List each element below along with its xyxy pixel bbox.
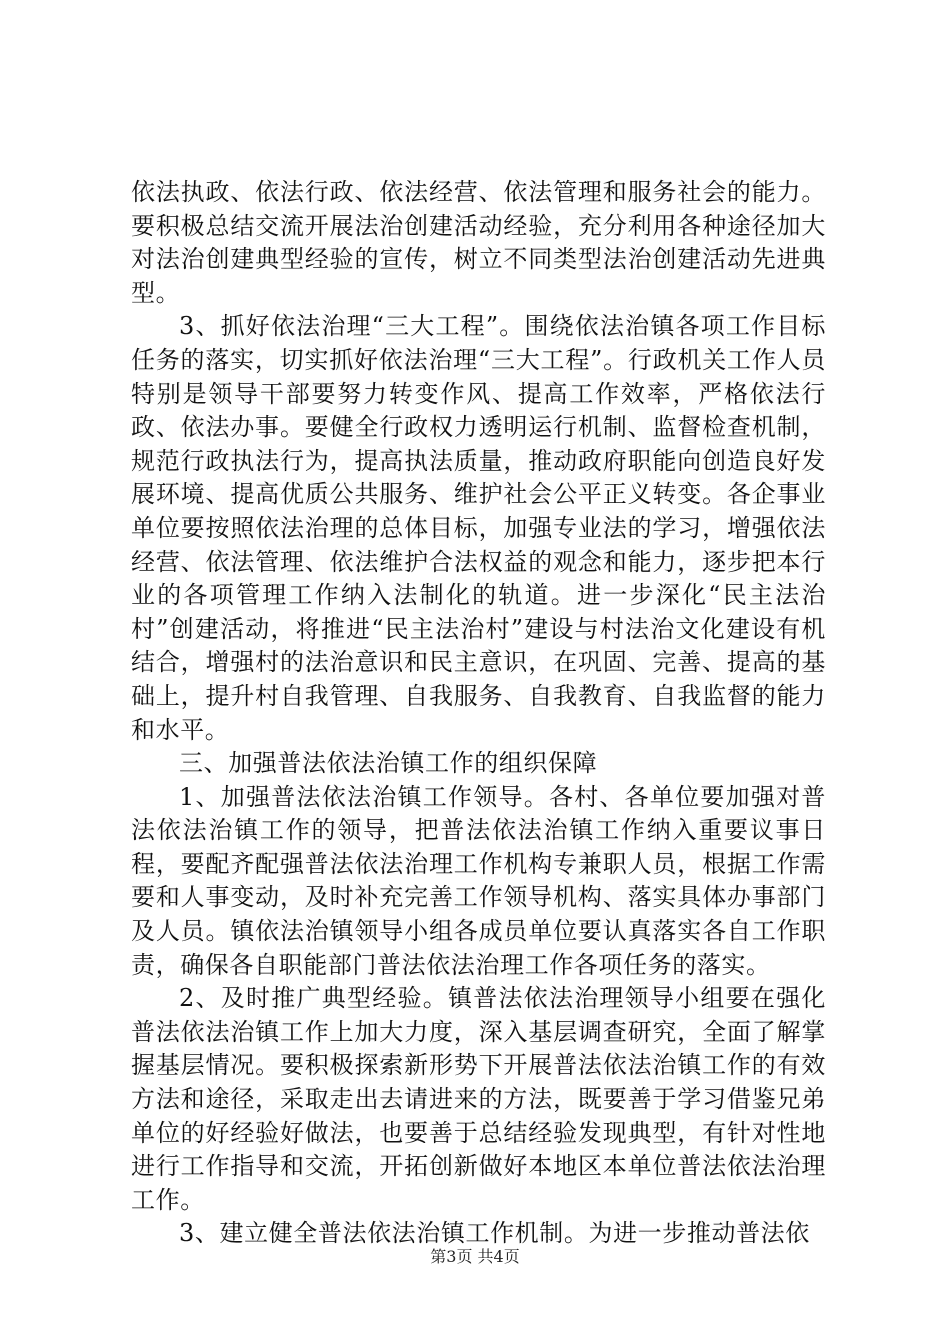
page-footer: 第3页 共4页 bbox=[430, 1247, 520, 1266]
paragraph-continuation: 依法执政、依法行政、依法经营、依法管理和服务社会的能力。要积极总结交流开展法治创建活动经验，充分利用各种途径加大对法治创建典型经验的宣传，树立不同类型法治创建活动先进典型。 bbox=[131, 178, 826, 307]
paragraph-leadership: 1、加强普法依法治镇工作领导。各村、各单位要加强对普法依法治镇工作的领导，把普法依法治镇工作纳入重要议事日程，要配齐配强普法依法治理工作机构专兼职人员，根据工作需要和人事变动，及时补充完善工作领导机构、落实具体办事部门及人员。镇依法治镇领导小组各成员单位要认真落实各自工作职责，确保各自职能部门普法依法治理工作各项任务的落实。 bbox=[131, 782, 826, 979]
paragraph-three-projects: 3、抓好依法治理“三大工程”。围绕依法治镇各项工作目标任务的落实，切实抓好依法治理“三大工程”。行政机关工作人员特别是领导干部要努力转变作风、提高工作效率，严格依法行政、依法办事。要健全行政权力透明运行机制、监督检查机制，规范行政执法行为，提高执法质量，推动政府职能向创造良好发展环境、提高优质公共服务、维护社会公平正义转变。各企事业单位要按照依法治理的总体目标，加强专业法的学习，增强依法经营、依法管理、依法维护合法权益的观念和能力，逐步把本行业的各项管理工作纳入法制化的轨道。进一步深化“民主法治村”创建活动，将推进“民主法治村”建设与村法治文化建设有机结合，增强村的法治意识和民主意识，在巩固、完善、提高的基础上，提升村自我管理、自我服务、自我教育、自我监督的能力和水平。 bbox=[131, 312, 826, 744]
paragraph-mechanism: 3、建立健全普法依法治镇工作机制。为进一步推动普法依 bbox=[179, 1219, 810, 1248]
paragraph-typical-experience: 2、及时推广典型经验。镇普法依法治理领导小组要在强化普法依法治镇工作上加大力度，深入基层调查研究，全面了解掌握基层情况。要积极探索新形势下开展普法依法治镇工作的有效方法和途径，采取走出去请进来的方法，既要善于学习借鉴兄弟单位的好经验好做法，也要善于总结经验发现典型，有针对性地进行工作指导和交流，开拓创新做好本地区本单位普法依法治理工作。 bbox=[131, 984, 826, 1214]
section-heading-organization: 三、加强普法依法治镇工作的组织保障 bbox=[179, 749, 598, 778]
document-body bbox=[131, 176, 826, 1251]
